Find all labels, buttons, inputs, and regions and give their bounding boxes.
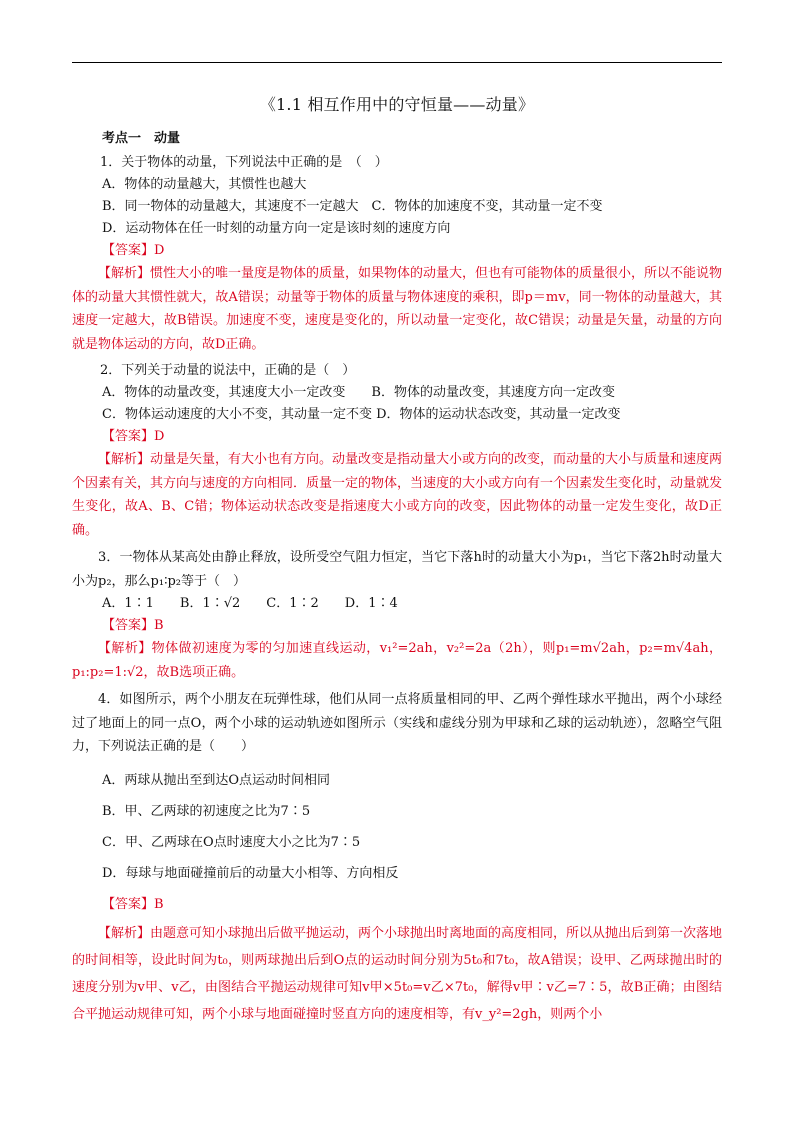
analysis: 【解析】动量是矢量，有大小也有方向。动量改变是指动量大小或方向的改变，而动量的大小与质量和速度两个因素有关，其方向与速度的方向相同．质量一定的物体，当速度的大小或方向有一个因素发生变化时，动量就发生变化，故A、B、C错；物体运动状态改变是指速度大小或方向的改变，因此物体的动量一定发生变化，故D正确。 xyxy=(72,452,723,538)
option-ab: A．物体的动量改变，其速度大小一定改变 B．物体的动量改变，其速度方向一定改变 xyxy=(102,385,615,400)
header-rule xyxy=(72,62,722,63)
options: A．1∶1 B．1∶√2 C．1∶2 D．1∶4 xyxy=(102,596,398,611)
option-bc: B．同一物体的动量越大，其速度不一定越大 C．物体的加速度不变，其动量一定不变 xyxy=(102,199,603,214)
answer: 【答案】B xyxy=(102,896,164,912)
option-d: D．运动物体在任一时刻的动量方向一定是该时刻的速度方向 xyxy=(102,221,451,236)
question-stem: 4．如图所示，两个小朋友在玩弹性球，他们从同一点将质量相同的甲、乙两个弹性球水平抛出，两个小球经过了地面上的同一点O，两个小球的运动轨迹如图所示（实线和虚线分别为甲球和乙球的运动轨迹），忽略空气阻力，下列说法正确的是（ ） xyxy=(72,692,722,754)
answer: 【答案】B xyxy=(102,618,164,633)
analysis: 【解析】由题意可知小球抛出后做平抛运动，两个小球抛出时离地面的高度相同，所以从抛出后到第一次落地的时间相等，设此时间为t₀，则两球抛出后到O点的运动时间分别为5t₀和7t₀，故A错误；设甲、乙两球抛出时的速度分别为v甲、v乙，由图结合平抛运动规律可知v甲×5t₀=v乙×7t₀，解得v甲∶v乙=7∶5，故B正确；由图结合平抛运动规律可知，两个小球与地面碰撞时竖直方向的速度相等，有v_y²=2gh，则两个小 xyxy=(72,925,723,1022)
analysis: 【解析】物体做初速度为零的匀加速直线运动，v₁²=2ah，v₂²=2a（2h），则p₁=m√2ah，p₂=m√4ah，p₁:p₂=1:√2，故B选项正确。 xyxy=(72,641,722,680)
analysis: 【解析】惯性大小的唯一量度是物体的质量，如果物体的动量大，但也有可能物体的质量很小，所以不能说物体的动量大其惯性就大，故A错误；动量等于物体的质量与物体速度的乘积，即p＝mv，同一物体的动量越大，其速度一定越大，故B错误。加速度不变，速度是变化的，所以动量一定变化，故C错误；动量是矢量，动量的方向就是物体运动的方向，故D正确。 xyxy=(72,266,723,352)
option-a: A．两球从抛出至到达O点运动时间相同 xyxy=(102,772,331,788)
question-stem: 3．一物体从某高处由静止释放，设所受空气阻力恒定，当它下落h时的动量大小为p₁，当它下落2h时动量大小为p₂，那么p₁∶p₂等于（ ） xyxy=(72,550,722,589)
option-d: D．每球与地面碰撞前后的动量大小相等、方向相反 xyxy=(102,865,399,881)
option-b: B．甲、乙两球的初速度之比为7∶5 xyxy=(102,803,311,819)
page-title: 《1.1 相互作用中的守恒量——动量》 xyxy=(259,95,535,114)
option-a: A．物体的动量越大，其惯性也越大 xyxy=(102,177,307,192)
answer: 【答案】D xyxy=(102,243,165,258)
question-2 xyxy=(72,360,722,542)
question-4 xyxy=(72,688,722,1028)
question-stem: 1．关于物体的动量，下列说法中正确的是 （ ） xyxy=(100,155,388,170)
question-3 xyxy=(72,546,722,684)
question-1 xyxy=(72,152,722,356)
option-c: C．甲、乙两球在O点时速度大小之比为7∶5 xyxy=(102,834,361,850)
answer: 【答案】D xyxy=(102,429,165,444)
option-cd: C．物体运动速度的大小不变，其动量一定不变 D．物体的运动状态改变，其动量一定改变 xyxy=(102,407,621,422)
question-stem: 2．下列关于动量的说法中，正确的是（ ） xyxy=(100,363,356,378)
section-heading: 考点一 动量 xyxy=(102,131,181,146)
document-page xyxy=(72,92,722,1028)
